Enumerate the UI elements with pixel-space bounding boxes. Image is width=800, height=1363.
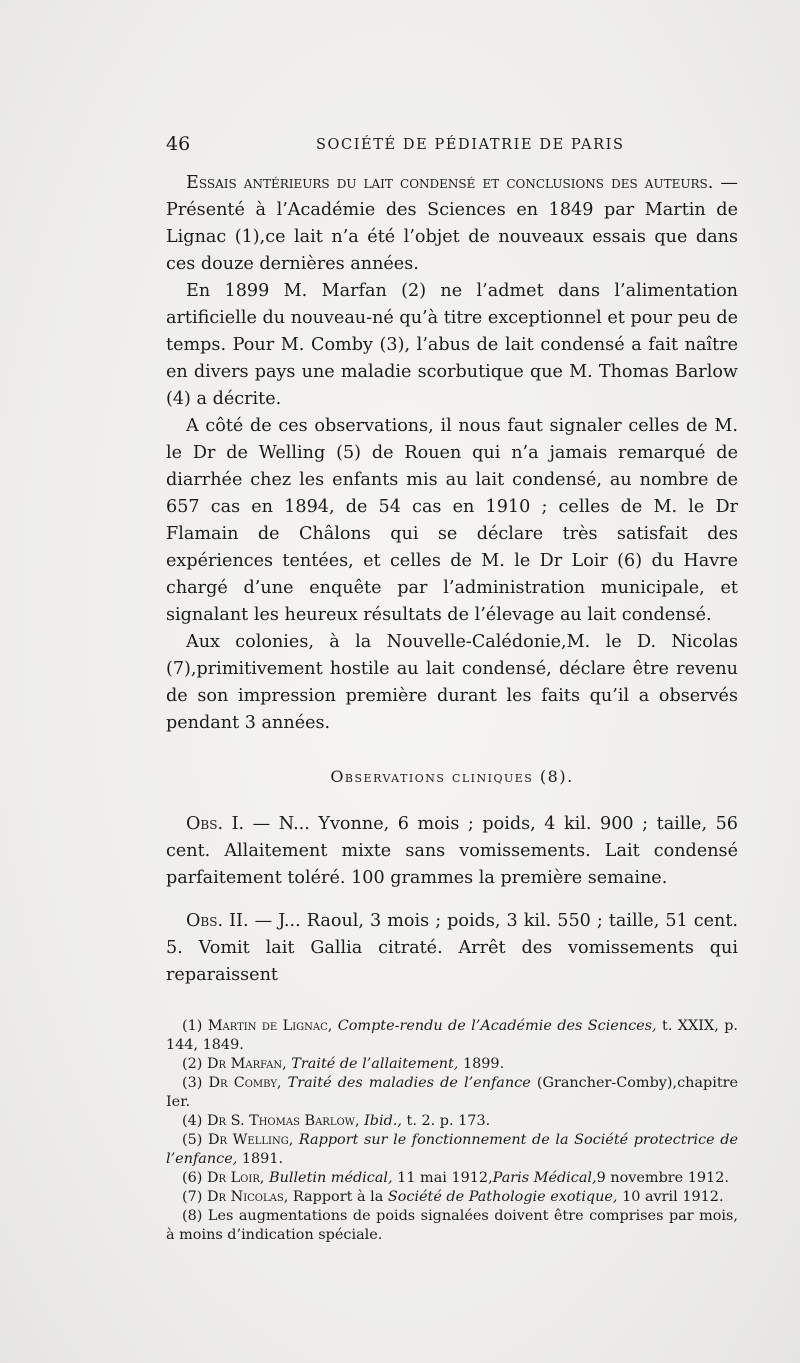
- observation-1: [166, 811, 738, 892]
- footnote-author: Martin de Lignac,: [207, 1018, 333, 1034]
- footnote-number: (1): [182, 1018, 203, 1034]
- page-header: [166, 133, 736, 163]
- footnote-7: [166, 1188, 738, 1207]
- footnote-title-2: Paris Médical,: [492, 1170, 597, 1186]
- footnote-number: (8): [182, 1208, 203, 1224]
- running-title: SOCIÉTÉ DE PÉDIATRIE DE PARIS: [316, 137, 625, 153]
- footnote-number: (4): [182, 1113, 203, 1129]
- footnote-rest: 1891.: [237, 1151, 284, 1167]
- footnote-rest: 1899.: [458, 1056, 505, 1072]
- footnote-rest: 11 mai 1912,: [392, 1170, 493, 1186]
- page-body: [166, 170, 738, 1245]
- footnote-1: [166, 1017, 738, 1055]
- footnote-number: (2): [182, 1056, 203, 1072]
- intro-paragraph-4: Aux colonies, à la Nouvelle-Calédonie,M. le D. Nicolas (7),primitivement hostile au lait condensé, déclare être revenu de son impression première durant les faits qu’il a observés pendant 3 années.: [166, 632, 738, 733]
- footnote-rest: 10 avril 1912.: [617, 1189, 724, 1205]
- footnote-number: (3): [182, 1075, 203, 1091]
- footnote-title: Traité de l’allaitement,: [291, 1056, 459, 1072]
- heading-dash: —: [713, 173, 739, 193]
- footnote-6: [166, 1169, 738, 1188]
- observation-text: — J... Raoul, 3 mois ; poids, 3 kil. 550 ; taille, 51 cent. 5. Vomit lait Gallia citraté. Arrêt des vomissements qui reparaissent: [166, 911, 739, 985]
- intro-paragraph-2: En 1899 M. Marfan (2) ne l’admet dans l’alimentation artificielle du nouveau-né qu’à titre exceptionnel et pour peu de temps. Pour M. Comby (3), l’abus de lait condensé a fait naître en divers pays une maladie scorbutique que M. Thomas Barlow (4) a décrite.: [166, 281, 738, 409]
- footnote-author: Dr Nicolas,: [206, 1189, 289, 1205]
- footnote-rest-2: 9 novembre 1912.: [596, 1170, 729, 1186]
- observation-text: — N... Yvonne, 6 mois ; poids, 4 kil. 900 ; taille, 56 cent. Allaitement mixte sans vomissements. Lait condensé parfaitement toléré. 100 grammes la première semaine.: [166, 814, 738, 888]
- footnote-4: [166, 1112, 738, 1131]
- footnote-author: Dr S. Thomas Barlow,: [206, 1113, 360, 1129]
- intro-paragraph-1: [166, 170, 738, 278]
- footnote-8: [166, 1207, 738, 1245]
- footnote-number: (7): [182, 1189, 203, 1205]
- section-heading-inline: Essais antérieurs du lait condensé et conclusions des auteurs.: [186, 173, 714, 193]
- footnote-number: (6): [182, 1170, 203, 1186]
- footnote-title: Compte-rendu de l’Académie des Sciences,: [337, 1018, 657, 1034]
- footnote-rest: t. XXIX, p. 144, 1849.: [166, 1018, 738, 1053]
- footnote-title: Traité des maladies de l’enfance: [287, 1075, 531, 1091]
- footnote-author: Dr Loir,: [206, 1170, 265, 1186]
- page-number: 46: [166, 133, 191, 155]
- intro-text-1: Présenté à l’Académie des Sciences en 1849 par Martin de Lignac (1),ce lait n’a été l’objet de nouveaux essais que dans ces douze dernières années.: [166, 200, 738, 274]
- footnote-text: Les augmentations de poids signalées doivent être comprises par mois, à moins d’indication spéciale.: [166, 1208, 738, 1243]
- footnote-title: Ibid.,: [364, 1113, 402, 1129]
- footnotes: [166, 1017, 738, 1245]
- intro-paragraph-3: A côté de ces observations, il nous faut signaler celles de M. le Dr de Welling (5) de Rouen qui n’a jamais remarqué de diarrhée chez les enfants mis au lait condensé, au nombre de 657 cas en 1894, de 54 cas en 1910 ; celles de M. le Dr Flamain de Châlons qui se déclare très satisfait des expériences tentées, et celles de M. le Dr Loir (6) du Havre chargé d’une enquête par l’administration municipale, et signalant les heureux résultats de l’élevage au lait condensé.: [166, 416, 738, 625]
- footnote-2: [166, 1055, 738, 1074]
- observation-label: Obs. I.: [186, 814, 245, 834]
- observation-2: [166, 908, 738, 989]
- footnote-3: [166, 1074, 738, 1112]
- footnote-rest-pre: Rapport à la: [288, 1189, 388, 1205]
- footnote-number: (5): [182, 1132, 203, 1148]
- section-title: Observations cliniques (8).: [330, 767, 574, 786]
- footnote-title: Rapport sur le fonctionnement de la Société protectrice de l’enfance,: [166, 1132, 738, 1167]
- observation-label: Obs. II.: [186, 911, 249, 931]
- footnote-author: Dr Marfan,: [206, 1056, 287, 1072]
- footnote-author: Dr Welling,: [207, 1132, 294, 1148]
- footnote-5: [166, 1131, 738, 1169]
- footnote-title: Bulletin médical,: [269, 1170, 393, 1186]
- footnote-rest: (Grancher-Comby),chapitre Ier.: [166, 1075, 739, 1110]
- footnote-rest: t. 2. p. 173.: [401, 1113, 491, 1129]
- footnote-title: Société de Pathologie exotique,: [387, 1189, 618, 1205]
- footnote-author: Dr Comby,: [208, 1075, 282, 1091]
